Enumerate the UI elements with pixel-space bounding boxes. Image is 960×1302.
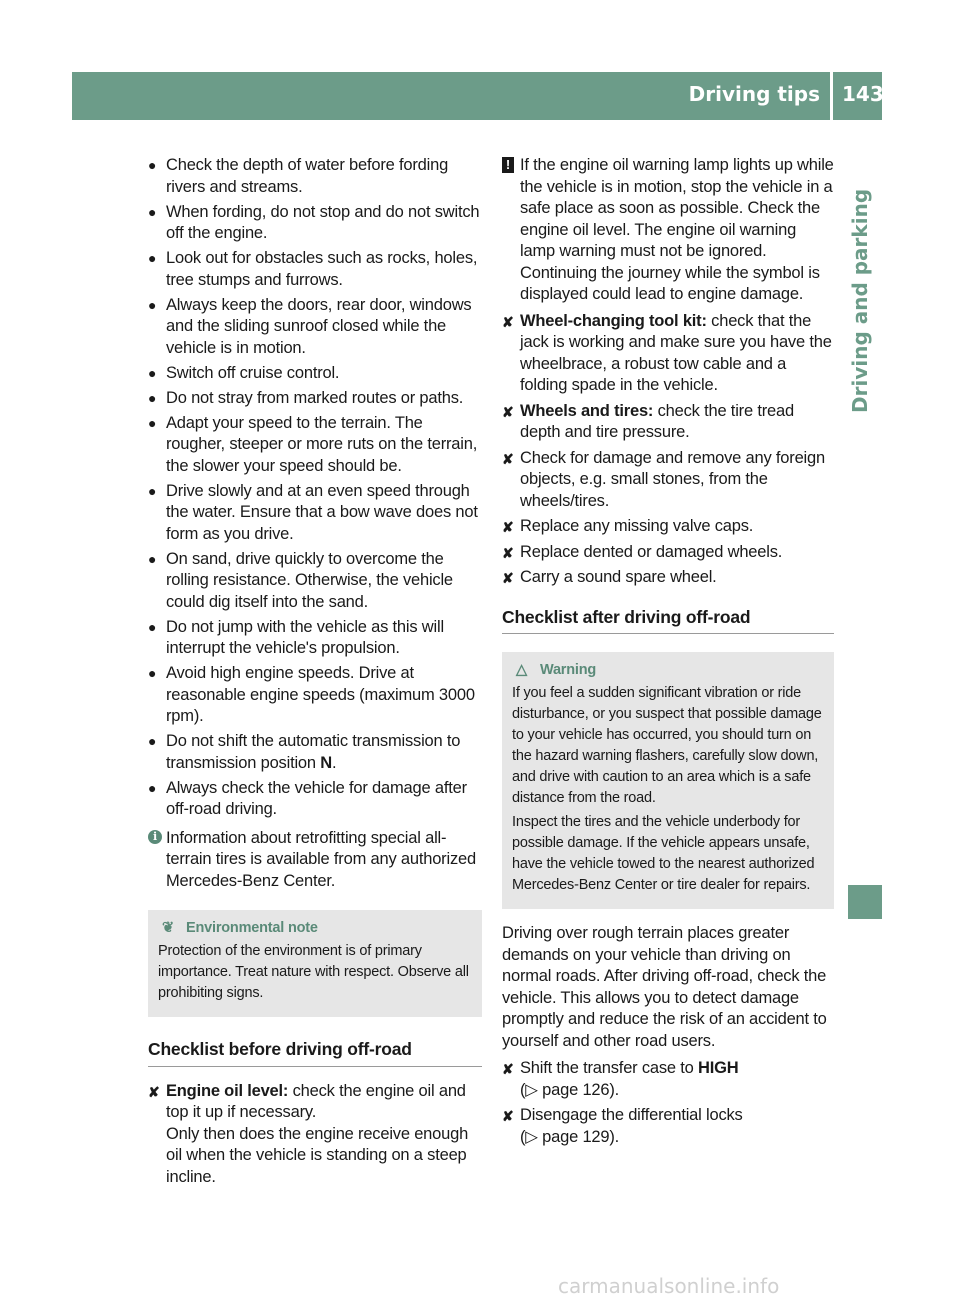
list-item: ✘ Replace any missing valve caps.: [502, 516, 834, 538]
list-item: ✘ Wheel-changing tool kit: check that the jack is working and make sure you have the wheelbrace, a robust tow cable and a folding spade in the vehicle.: [502, 311, 832, 394]
list-item: ✘ Carry a sound spare wheel.: [502, 567, 834, 589]
environmental-note: ❦ Environmental note Protection of the environment is of primary importance. Treat nature with respect. Observe all prohibiting signs.: [148, 910, 482, 1017]
list-item: ● Adapt your speed to the terrain. The rougher, steeper or more ruts on the terrain, the slower your speed should be.: [148, 413, 478, 475]
side-tab: [838, 123, 882, 423]
arrow-icon: ✘: [502, 1061, 514, 1077]
arrow-icon: ✘: [502, 519, 514, 535]
list-item: ● Do not jump with the vehicle as this will interrupt the vehicle's propulsion.: [148, 617, 444, 657]
list-item: ● Check the depth of water before fording rivers and streams.: [148, 156, 449, 196]
list-item: ● Look out for obstacles such as rocks, holes, tree stumps and furrows.: [148, 249, 478, 289]
caution-note: ! If the engine oil warning lamp lights up while the vehicle is in motion, stop the vehicle in a safe place as soon as possible. Check the engine oil level. The engine oil warning lamp warning must not be ignored. Continuing the journey while the symbol is displayed could lead to engine damage.: [502, 155, 834, 306]
exclamation-icon: !: [502, 157, 514, 173]
info-icon: i: [148, 830, 162, 844]
info-note: i Information about retrofitting special all-terrain tires is available from any authorized Mercedes-Benz Center.: [148, 828, 482, 893]
list-item: ✘ Engine oil level: check the engine oil and top it up if necessary. Only then does the engine receive enough oil when the vehicle is standing on a steep incline.: [148, 1081, 469, 1186]
arrow-icon: ✘: [148, 1083, 160, 1100]
arrow-icon: ✘: [502, 313, 514, 330]
checklist-before-heading: Checklist before driving off-road: [148, 1039, 482, 1067]
arrow-icon: ✘: [502, 544, 514, 561]
leaf-icon: ❦: [162, 920, 174, 936]
right-column: [502, 155, 834, 1152]
checklist-after-heading: Checklist after driving off-road: [502, 607, 834, 635]
list-item: ● Do not stray from marked routes or paths.: [148, 388, 464, 407]
page-reference[interactable]: (▷ page 126).: [520, 1080, 620, 1099]
after-paragraph: Driving over rough terrain places greater demands on your vehicle than driving on normal roads. After driving off-road, check the vehicle. This allows you to detect damage promptly and reduce the risk of an accident to yourself and other road users.: [502, 924, 827, 1050]
list-item: ✘ Disengage the differential locks (▷ page 129).: [502, 1106, 743, 1146]
list-item: ● Avoid high engine speeds. Drive at reasonable engine speeds (maximum 3000 rpm).: [148, 664, 475, 725]
list-item: ✘ Wheels and tires: check the tire tread depth and tire pressure.: [502, 401, 794, 441]
page-number: 143: [842, 82, 884, 106]
list-item: ● On sand, drive quickly to overcome the rolling resistance. Otherwise, the vehicle could dig itself into the sand.: [148, 549, 453, 611]
warning-icon: △: [516, 662, 527, 678]
header-divider: [830, 72, 833, 120]
side-tab-marker: [848, 885, 882, 919]
section-title: Driving tips: [688, 82, 820, 106]
arrow-icon: ✘: [502, 403, 514, 420]
list-item: ● When fording, do not stop and do not switch off the engine.: [148, 202, 480, 242]
page-reference[interactable]: (▷ page 129).: [520, 1127, 620, 1146]
list-item: ● Do not shift the automatic transmission to transmission position N.: [148, 732, 461, 772]
side-tab-label: Driving and parking: [848, 188, 872, 413]
arrow-icon: ✘: [502, 1108, 514, 1124]
list-item: ✘ Check for damage and remove any foreign objects, e.g. small stones, from the wheels/tires.: [502, 448, 825, 510]
watermark: carmanualsonline.info: [558, 1274, 780, 1298]
list-item: ✘ Shift the transfer case to HIGH (▷ page 126).: [502, 1059, 739, 1099]
list-item: ● Drive slowly and at an even speed through the water. Ensure that a bow wave does not form as you drive.: [148, 481, 478, 543]
list-item: ✘ Replace dented or damaged wheels.: [502, 542, 834, 564]
warning-note: △ Warning If you feel a sudden significant vibration or ride disturbance, or you suspect that possible damage to your vehicle has occurred, you should turn on the hazard warning flashers, carefully slow down, and drive with caution to an area which is a safe distance from the road. Inspect the tires and the vehicle underbody for possible damage. If the vehicle appears unsafe, have the vehicle towed to the nearest authorized Mercedes-Benz Center or tire dealer for repairs.: [502, 652, 834, 909]
list-item: ● Switch off cruise control.: [148, 363, 340, 382]
arrow-icon: ✘: [502, 570, 514, 586]
list-item: ● Always keep the doors, rear door, windows and the sliding sunroof closed while the vehicle is in motion.: [148, 295, 472, 357]
list-item: ● Always check the vehicle for damage after off-road driving.: [148, 778, 467, 818]
arrow-icon: ✘: [502, 450, 514, 467]
left-column: [148, 155, 482, 1192]
